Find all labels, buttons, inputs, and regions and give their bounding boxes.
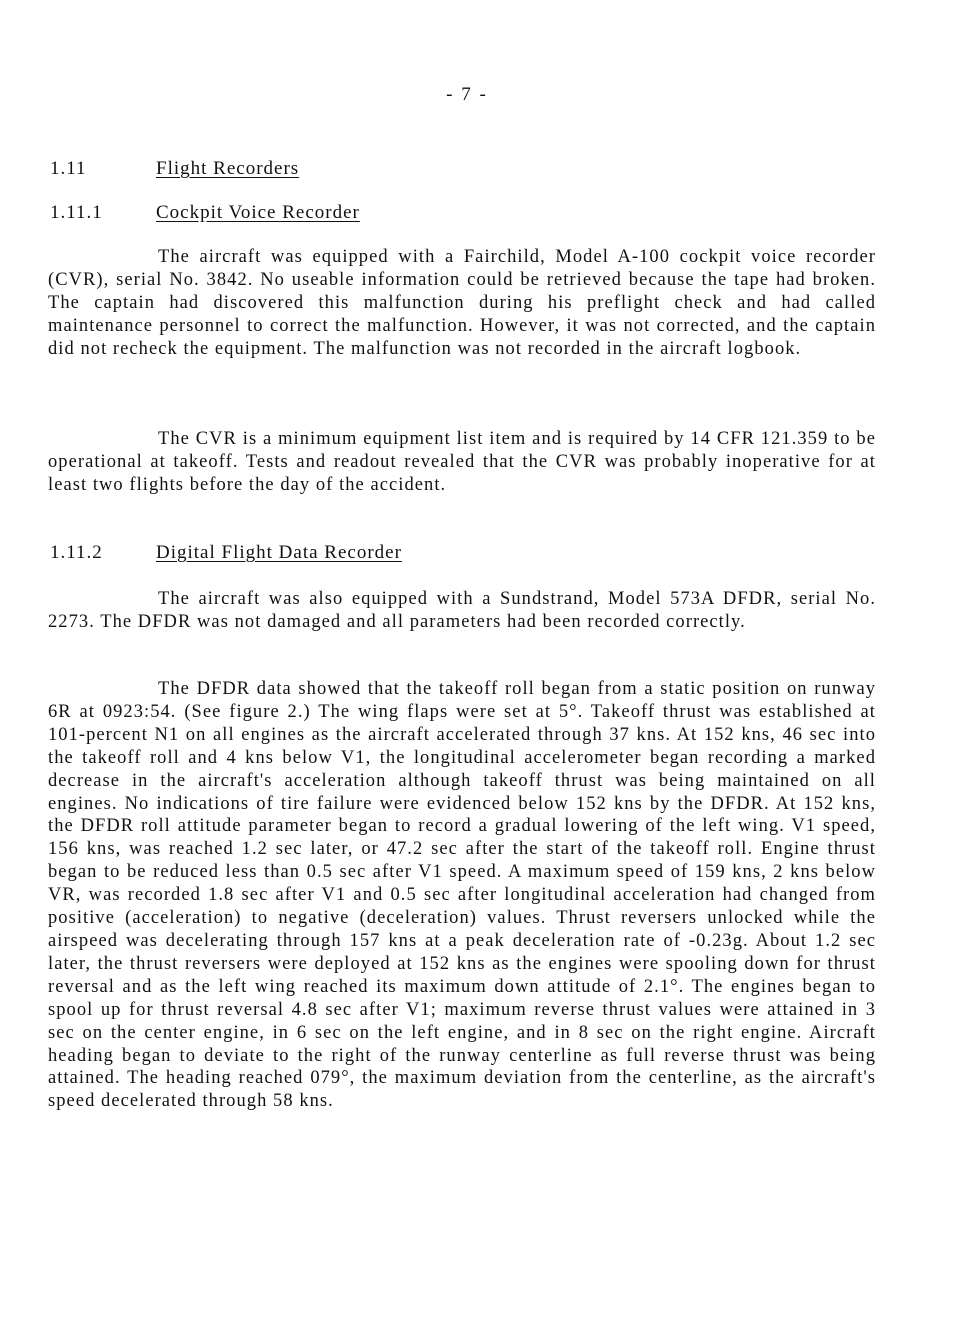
section-heading-flight-recorders (50, 158, 299, 180)
section-number: 1.11.2 (50, 542, 103, 563)
section-heading-cvr (50, 202, 360, 224)
paragraph-cvr-requirement: The CVR is a minimum equipment list item and is required by 14 CFR 121.359 to be operational at takeoff. Tests and readout revealed that the CVR was probably inoperative for at least two flights before the day of the accident. (48, 429, 876, 495)
section-heading-dfdr (50, 542, 402, 564)
paragraph-cvr-equipment: The aircraft was equipped with a Fairchild, Model A-100 cockpit voice recorder (CVR), serial No. 3842. No useable information could be retrieved because the tape had broken. The captain had discovered this malfunction during his preflight check and had called maintenance personnel to correct the malfunction. However, it was not corrected, and the captain did not recheck the equipment. The malfunction was not recorded in the aircraft logbook. (48, 247, 876, 359)
paragraph-dfdr-equipment: The aircraft was also equipped with a Sundstrand, Model 573A DFDR, serial No. 2273. The DFDR was not damaged and all parameters had been recorded correctly. (48, 589, 876, 632)
paragraph-dfdr-data: The DFDR data showed that the takeoff roll began from a static position on runway 6R at 0923:54. (See figure 2.) The wing flaps were set at 5°. Takeoff thrust was established at 101-percent N1 on all engines as the aircraft accelerated through 37 kns. At 152 kns, 46 sec into the takeoff roll and 4 kns below V1, the longitudinal accelerometer began recording a marked decrease in the aircraft's acceleration although takeoff thrust was being maintained on all engines. No indications of tire failure were evidenced below 152 kns by the DFDR. At 152 kns, the DFDR roll attitude parameter began to record a gradual lowering of the left wing. V1 speed, 156 kns, was reached 1.2 sec later, or 47.2 sec after the start of the takeoff roll. Engine thrust began to be reduced less than 0.5 sec after V1 speed. A maximum speed of 159 kns, 2 kns below VR, was recorded 1.8 sec after V1 and 0.5 sec after longitudinal acceleration had changed from positive (acceleration) to negative (deceleration) values. Thrust reversers unlocked while the airspeed was decelerating through 157 kns at a peak deceleration rate of -0.23g. About 1.2 sec later, the thrust reversers were deployed at 152 kns as the engines were spooling down for thrust reversal and as the left wing reached its maximum down attitude of 2.1°. The engines began to spool up for thrust reversal 4.8 sec after V1; maximum reverse thrust values were attained in 3 sec on the center engine, in 6 sec on the left engine, and in 8 sec on the right engine. Aircraft heading began to deviate to the right of the runway centerline as full reverse thrust was being attained. The heading reached 079°, the maximum deviation from the centerline, as the aircraft's speed decelerated through 58 kns. (48, 679, 876, 1112)
section-number: 1.11 (50, 158, 87, 179)
section-number: 1.11.1 (50, 202, 103, 223)
section-title: Cockpit Voice Recorder (156, 202, 360, 223)
page-number: - 7 - (446, 84, 488, 105)
section-title: Flight Recorders (156, 158, 300, 179)
section-title: Digital Flight Data Recorder (156, 542, 402, 563)
